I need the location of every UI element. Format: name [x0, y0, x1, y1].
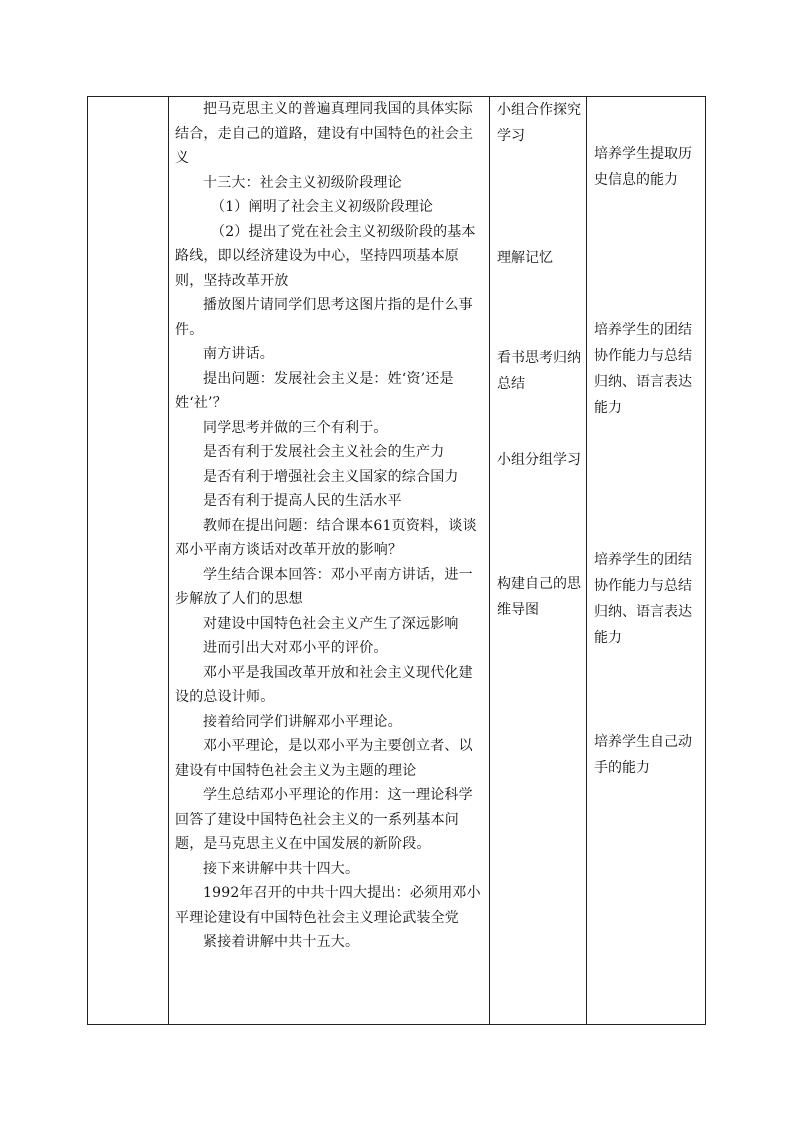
content-paragraph: 南方讲话。 [203, 346, 274, 362]
content-paragraph: 把马克思主义的普遍真理同我国的具体实际结合，走自己的道路，建设有中国特色的社会主义 [175, 101, 474, 166]
intent-note: 培养学生的团结协作能力与总结归纳、语言表达能力 [594, 552, 692, 646]
content-paragraph: 邓小平是我国改革开放和社会主义现代化建设的总设计师。 [175, 664, 473, 705]
content-paragraph: 进而引出大对邓小平的评价。 [203, 640, 388, 656]
content-paragraph: 1992年召开的中共十四大提出：必须用邓小平理论建设有中国特色社会主义理论武装全党 [175, 885, 481, 926]
content-paragraph: 学生结合课本回答：邓小平南方讲话，进一步解放了人们的思想 [175, 566, 473, 607]
lesson-plan-table [87, 96, 706, 1025]
activity-note: 小组合作探究学习 [497, 102, 581, 144]
content-paragraph: 邓小平理论，是以邓小平为主要创立者、以建设有中国特色社会主义为主题的理论 [175, 738, 473, 779]
blank-column-cell [88, 97, 169, 1025]
content-paragraph: 接下来讲解中共十四大。 [203, 860, 360, 877]
content-paragraph: 十三大：社会主义初级阶段理论 [203, 174, 402, 191]
content-paragraph: 播放图片请同学们思考这图片指的是什么事件。 [175, 297, 473, 338]
content-paragraph: （1）阐明了社会主义初级阶段理论 [211, 199, 434, 215]
content-paragraph: 教师在提出问题：结合课本61页资料，谈谈邓小平南方谈话对改革开放的影响？ [175, 517, 477, 558]
content-paragraph: 紧接着讲解中共十五大。 [203, 934, 360, 950]
content-paragraph: 是否有利于发展社会主义社会的生产力 [203, 444, 445, 460]
activity-note: 构建自己的思维导图 [497, 576, 581, 618]
design-intent-cell [587, 97, 706, 1025]
teaching-content-cell [169, 97, 490, 1025]
content-paragraph: 是否有利于增强社会主义国家的综合国力 [203, 468, 459, 485]
content-paragraph: 对建设中国特色社会主义产生了深远影响 [203, 615, 459, 632]
activity-note: 理解记忆 [497, 250, 553, 266]
student-activity-cell [490, 97, 587, 1025]
activity-note: 小组分组学习 [497, 452, 581, 468]
intent-note: 培养学生自己动手的能力 [594, 734, 692, 776]
table-row [88, 97, 706, 1025]
activity-note: 看书思考归纳总结 [497, 350, 581, 392]
intent-note: 培养学生提取历史信息的能力 [594, 146, 692, 188]
content-paragraph: 同学思考并做的三个有利于。 [203, 419, 388, 436]
content-paragraph: （2）提出了党在社会主义初级阶段的基本路线，即以经济建设为中心，坚持四项基本原则，坚持改革开放 [175, 223, 476, 289]
content-paragraph: 是否有利于提高人民的生活水平 [203, 493, 402, 509]
intent-note: 培养学生的团结协作能力与总结归纳、语言表达能力 [594, 322, 692, 416]
content-paragraph: 提出问题：发展社会主义是：姓‘资’还是姓‘社’？ [175, 370, 454, 411]
content-paragraph: 学生总结邓小平理论的作用：这一理论科学回答了建设中国特色社会主义的一系列基本问题，是马克思主义在中国发展的新阶段。 [175, 787, 473, 852]
content-paragraph: 接着给同学们讲解邓小平理论。 [203, 713, 402, 730]
